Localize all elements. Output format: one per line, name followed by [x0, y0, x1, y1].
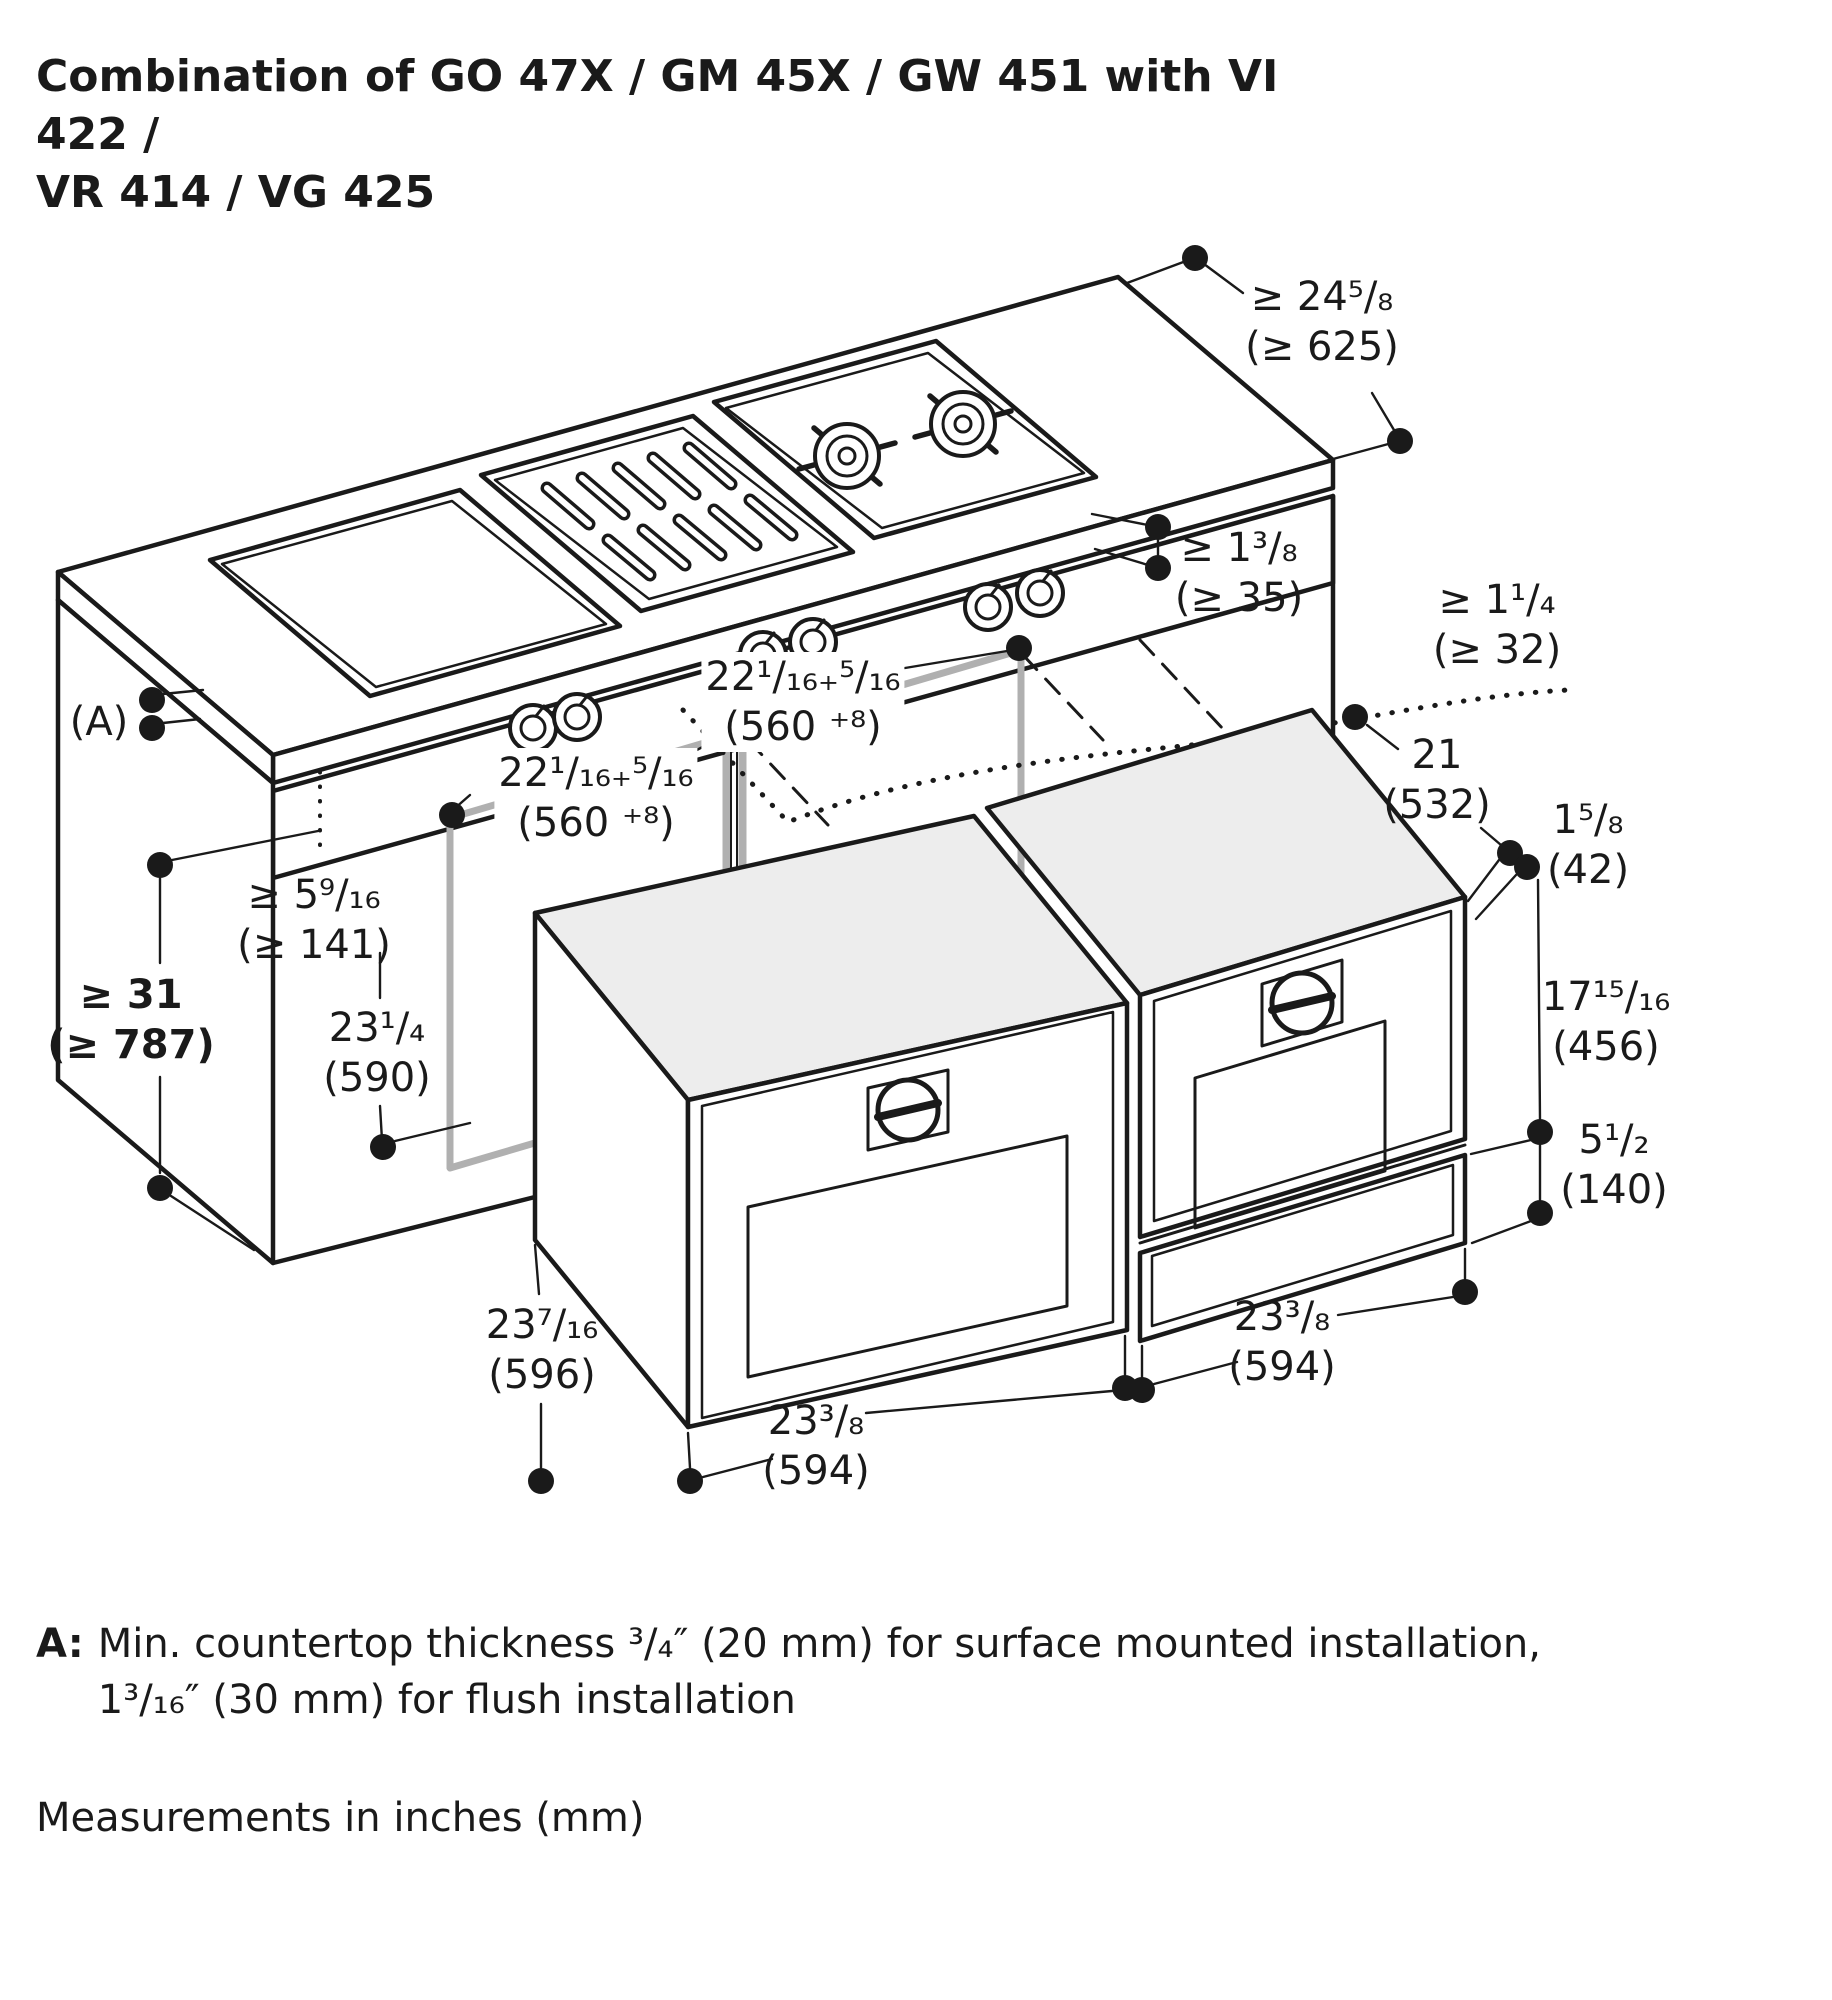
- dim-label-oven-depth-596: 23⁷/₁₆ (596): [485, 1302, 599, 1398]
- note-a: [36, 1616, 1541, 1728]
- note-a-text: Min. countertop thickness ³/₄″ (20 mm) for surface mounted installation, 1³/₁₆″ (30 mm) for flush installation: [97, 1621, 1541, 1723]
- dim-label-oven-width-right-594: 23³/₈ (594): [1228, 1294, 1336, 1390]
- dim-label-cutout-width-right: 22¹/₁₆₊⁵/₁₆ (560 ⁺⁸): [701, 652, 904, 752]
- dim-label-niche-depth-21: 21 (532): [1383, 732, 1491, 828]
- units-note: Measurements in inches (mm): [36, 1795, 645, 1841]
- dim-label-worktop-height-787: ≥ 31 (≥ 787): [47, 972, 215, 1068]
- dim-label-flush-clearance: ≥ 1¹/₄ (≥ 32): [1432, 577, 1562, 673]
- footnotes: [36, 1616, 1541, 1846]
- dim-label-top-frame-42: 1⁵/₈ (42): [1546, 797, 1630, 893]
- oven-left: [535, 816, 1127, 1427]
- dim-label-oven-width-left-594: 23³/₈ (594): [762, 1398, 870, 1494]
- dim-label-cutout-width-left: 22¹/₁₆₊⁵/₁₆ (560 ⁺⁸): [494, 748, 697, 848]
- dim-label-drawer-height-140: 5¹/₂ (140): [1560, 1117, 1668, 1213]
- page-title-line1: Combination of GO 47X / GM 45X / GW 451 with VI 422 /: [36, 51, 1279, 160]
- dim-label-front-clearance: ≥ 1³/₈ (≥ 35): [1174, 525, 1304, 621]
- page-title-line2: VR 414 / VG 425: [36, 167, 436, 218]
- dim-label-cutout-height-590: 23¹/₄ (590): [323, 1005, 431, 1101]
- label-note-a-marker: (A): [69, 699, 129, 745]
- dim-label-left-clearance-141: ≥ 5⁹/₁₆ (≥ 141): [237, 872, 391, 968]
- note-a-prefix: A:: [36, 1621, 84, 1667]
- dim-label-counter-depth: ≥ 24⁵/₈ (≥ 625): [1245, 274, 1399, 370]
- dim-label-door-height-456: 17¹⁵/₁₆ (456): [1541, 974, 1671, 1070]
